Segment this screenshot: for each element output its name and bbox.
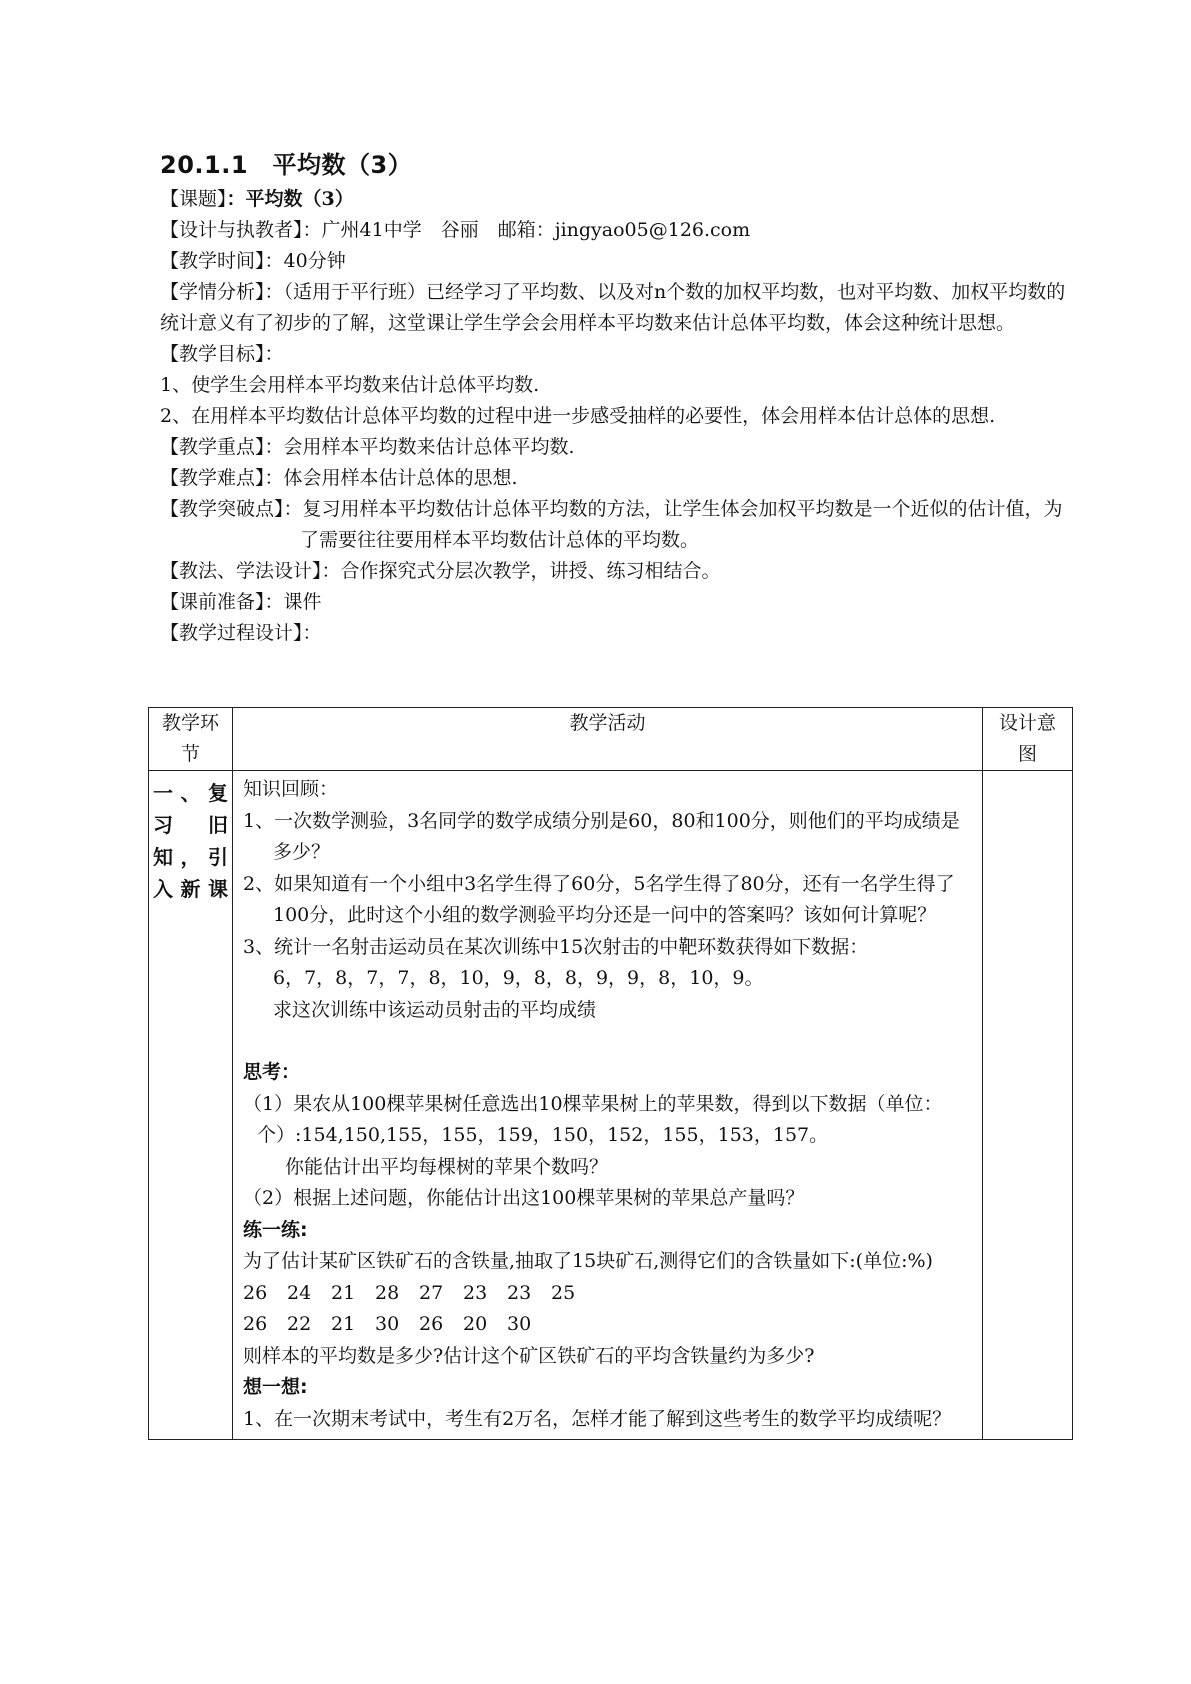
key-point-label: 【教学重点】 xyxy=(160,436,265,458)
review-item-3: 3、统计一名射击运动员在某次训练中15次射击的中靶环数获得如下数据： xyxy=(243,935,869,958)
method-label: 【教法、学法设计】 xyxy=(160,560,322,582)
prep-value: ：课件 xyxy=(264,591,322,613)
topic-value: ：平均数（3） xyxy=(226,188,354,210)
difficult-point-line xyxy=(160,463,1080,494)
data-value: 27 xyxy=(419,1281,444,1304)
data-value: 25 xyxy=(551,1281,576,1304)
section-label: 一、复习旧知，引入新课 xyxy=(149,771,233,1440)
goal-item-1: 1、使学生会用样本平均数来估计总体平均数. xyxy=(160,374,540,396)
practice-data-row-1 xyxy=(243,1278,974,1310)
data-value: 22 xyxy=(287,1313,312,1335)
analysis-paragraph xyxy=(160,277,1080,339)
table-row-review xyxy=(149,771,1073,1440)
data-value: 21 xyxy=(331,1313,356,1335)
analysis-label: 【学情分析】 xyxy=(160,281,265,303)
reflect-heading: 想一想: xyxy=(243,1376,308,1398)
intent-cell xyxy=(983,771,1073,1440)
data-value: 26 xyxy=(243,1313,268,1335)
practice-data-row-2 xyxy=(243,1309,974,1341)
process-label: 【教学过程设计】 xyxy=(160,622,303,644)
think-question-1: （1）果农从100棵苹果树任意选出10棵苹果树上的苹果数，得到以下数据（单位：个）:154,150,155，155，159，150，152，155，153，157。 xyxy=(243,1092,943,1146)
designer-label: 【设计与执教者】 xyxy=(160,219,303,241)
breakthrough-value: ：复习用样本平均数估计总体平均数的方法，让学生体会加权平均数是一个近似的估计值，为了需要往往要用样本平均数估计总体的平均数。 xyxy=(283,498,1063,551)
practice-text: 为了估计某矿区铁矿石的含铁量,抽取了15块矿石,测得它们的含铁量如下:(单位:%) xyxy=(243,1250,933,1272)
goals-label: 【教学目标】 xyxy=(160,343,265,365)
header-stage-text: 教学环节 xyxy=(161,712,219,765)
table-header-row xyxy=(149,708,1073,771)
topic-label: 【课题】 xyxy=(160,188,227,210)
designer-value: ：广州41中学 谷丽 邮箱：jingyao05@126.com xyxy=(302,219,751,241)
reflect-item-1: 1、在一次期末考试中，考生有2万名，怎样才能了解到这些考生的数学平均成绩呢？ xyxy=(243,1407,952,1430)
process-line xyxy=(160,618,1080,649)
key-point-line xyxy=(160,432,1080,463)
data-value: 26 xyxy=(419,1313,444,1335)
lesson-plan-header xyxy=(160,148,1080,649)
header-stage xyxy=(149,708,233,771)
breakthrough-paragraph xyxy=(160,494,1080,556)
method-value: ：合作探究式分层次教学，讲授、练习相结合。 xyxy=(321,560,721,582)
think-heading: 思考： xyxy=(243,1061,301,1083)
data-value: 28 xyxy=(375,1281,400,1304)
data-value: 26 xyxy=(243,1281,268,1304)
difficult-point-value: ：体会用样本估计总体的思想. xyxy=(264,467,518,489)
data-value: 23 xyxy=(463,1281,488,1304)
time-label: 【教学时间】 xyxy=(160,250,265,272)
time-value: ：40分钟 xyxy=(264,250,346,272)
activity-cell xyxy=(233,771,983,1440)
goals-value: ： xyxy=(264,343,284,365)
review-heading: 知识回顾： xyxy=(243,778,339,800)
designer-line xyxy=(160,215,1080,246)
prep-label: 【课前准备】 xyxy=(160,591,265,613)
shoot-data: 6，7，8，7，7，8，10，9，8，8，9，9，8，10，9。 xyxy=(273,967,764,989)
data-value: 30 xyxy=(375,1313,400,1335)
key-point-value: ：会用样本平均数来估计总体平均数. xyxy=(264,436,575,458)
method-line xyxy=(160,556,1080,587)
prep-line xyxy=(160,587,1080,618)
practice-heading: 练一练: xyxy=(243,1218,308,1241)
data-value: 30 xyxy=(507,1313,532,1335)
page-title: 20.1.1 平均数（3） xyxy=(160,151,413,179)
topic-line xyxy=(160,184,1080,215)
teaching-process-table xyxy=(148,707,1073,1440)
review-item-2: 2、如果知道有一个小组中3名学生得了60分，5名学生得了80分，还有一名学生得了100分，此时这个小组的数学测验平均分还是一问中的答案吗？该如何计算呢？ xyxy=(243,872,955,926)
goal-item-2: 2、在用样本平均数估计总体平均数的过程中进一步感受抽样的必要性，体会用样本估计总体的思想. xyxy=(160,405,996,427)
header-intent-text: 设计意图 xyxy=(998,712,1056,765)
process-value: ： xyxy=(302,622,322,644)
data-value: 21 xyxy=(331,1281,356,1304)
think-question-2: （2）根据上述问题，你能估计出这100棵苹果树的苹果总产量吗？ xyxy=(243,1187,805,1209)
review-item-1: 1、一次数学测验，3名同学的数学成绩分别是60，80和100分，则他们的平均成绩是多少？ xyxy=(243,809,960,863)
spacer xyxy=(243,1026,974,1057)
data-value: 20 xyxy=(463,1313,488,1335)
analysis-value: ：（适用于平行班）已经学习了平均数、以及对n个数的加权平均数，也对平均数、加权平均数的统计意义有了初步的了解，这堂课让学生学会会用样本平均数来估计总体平均数，体会这种统计思想。 xyxy=(160,281,1066,334)
shoot-question: 求这次训练中该运动员射击的平均成绩 xyxy=(273,998,597,1021)
header-intent xyxy=(983,708,1073,771)
header-activity: 教学活动 xyxy=(233,708,983,771)
data-value: 24 xyxy=(287,1281,312,1304)
think-question-1-follow: 你能估计出平均每棵树的苹果个数吗？ xyxy=(285,1155,609,1178)
difficult-point-label: 【教学难点】 xyxy=(160,467,265,489)
breakthrough-label: 【教学突破点】 xyxy=(160,498,284,520)
practice-question: 则样本的平均数是多少?估计这个矿区铁矿石的平均含铁量约为多少? xyxy=(243,1344,815,1367)
goals-line xyxy=(160,339,1080,370)
data-value: 23 xyxy=(507,1281,532,1304)
time-line xyxy=(160,246,1080,277)
